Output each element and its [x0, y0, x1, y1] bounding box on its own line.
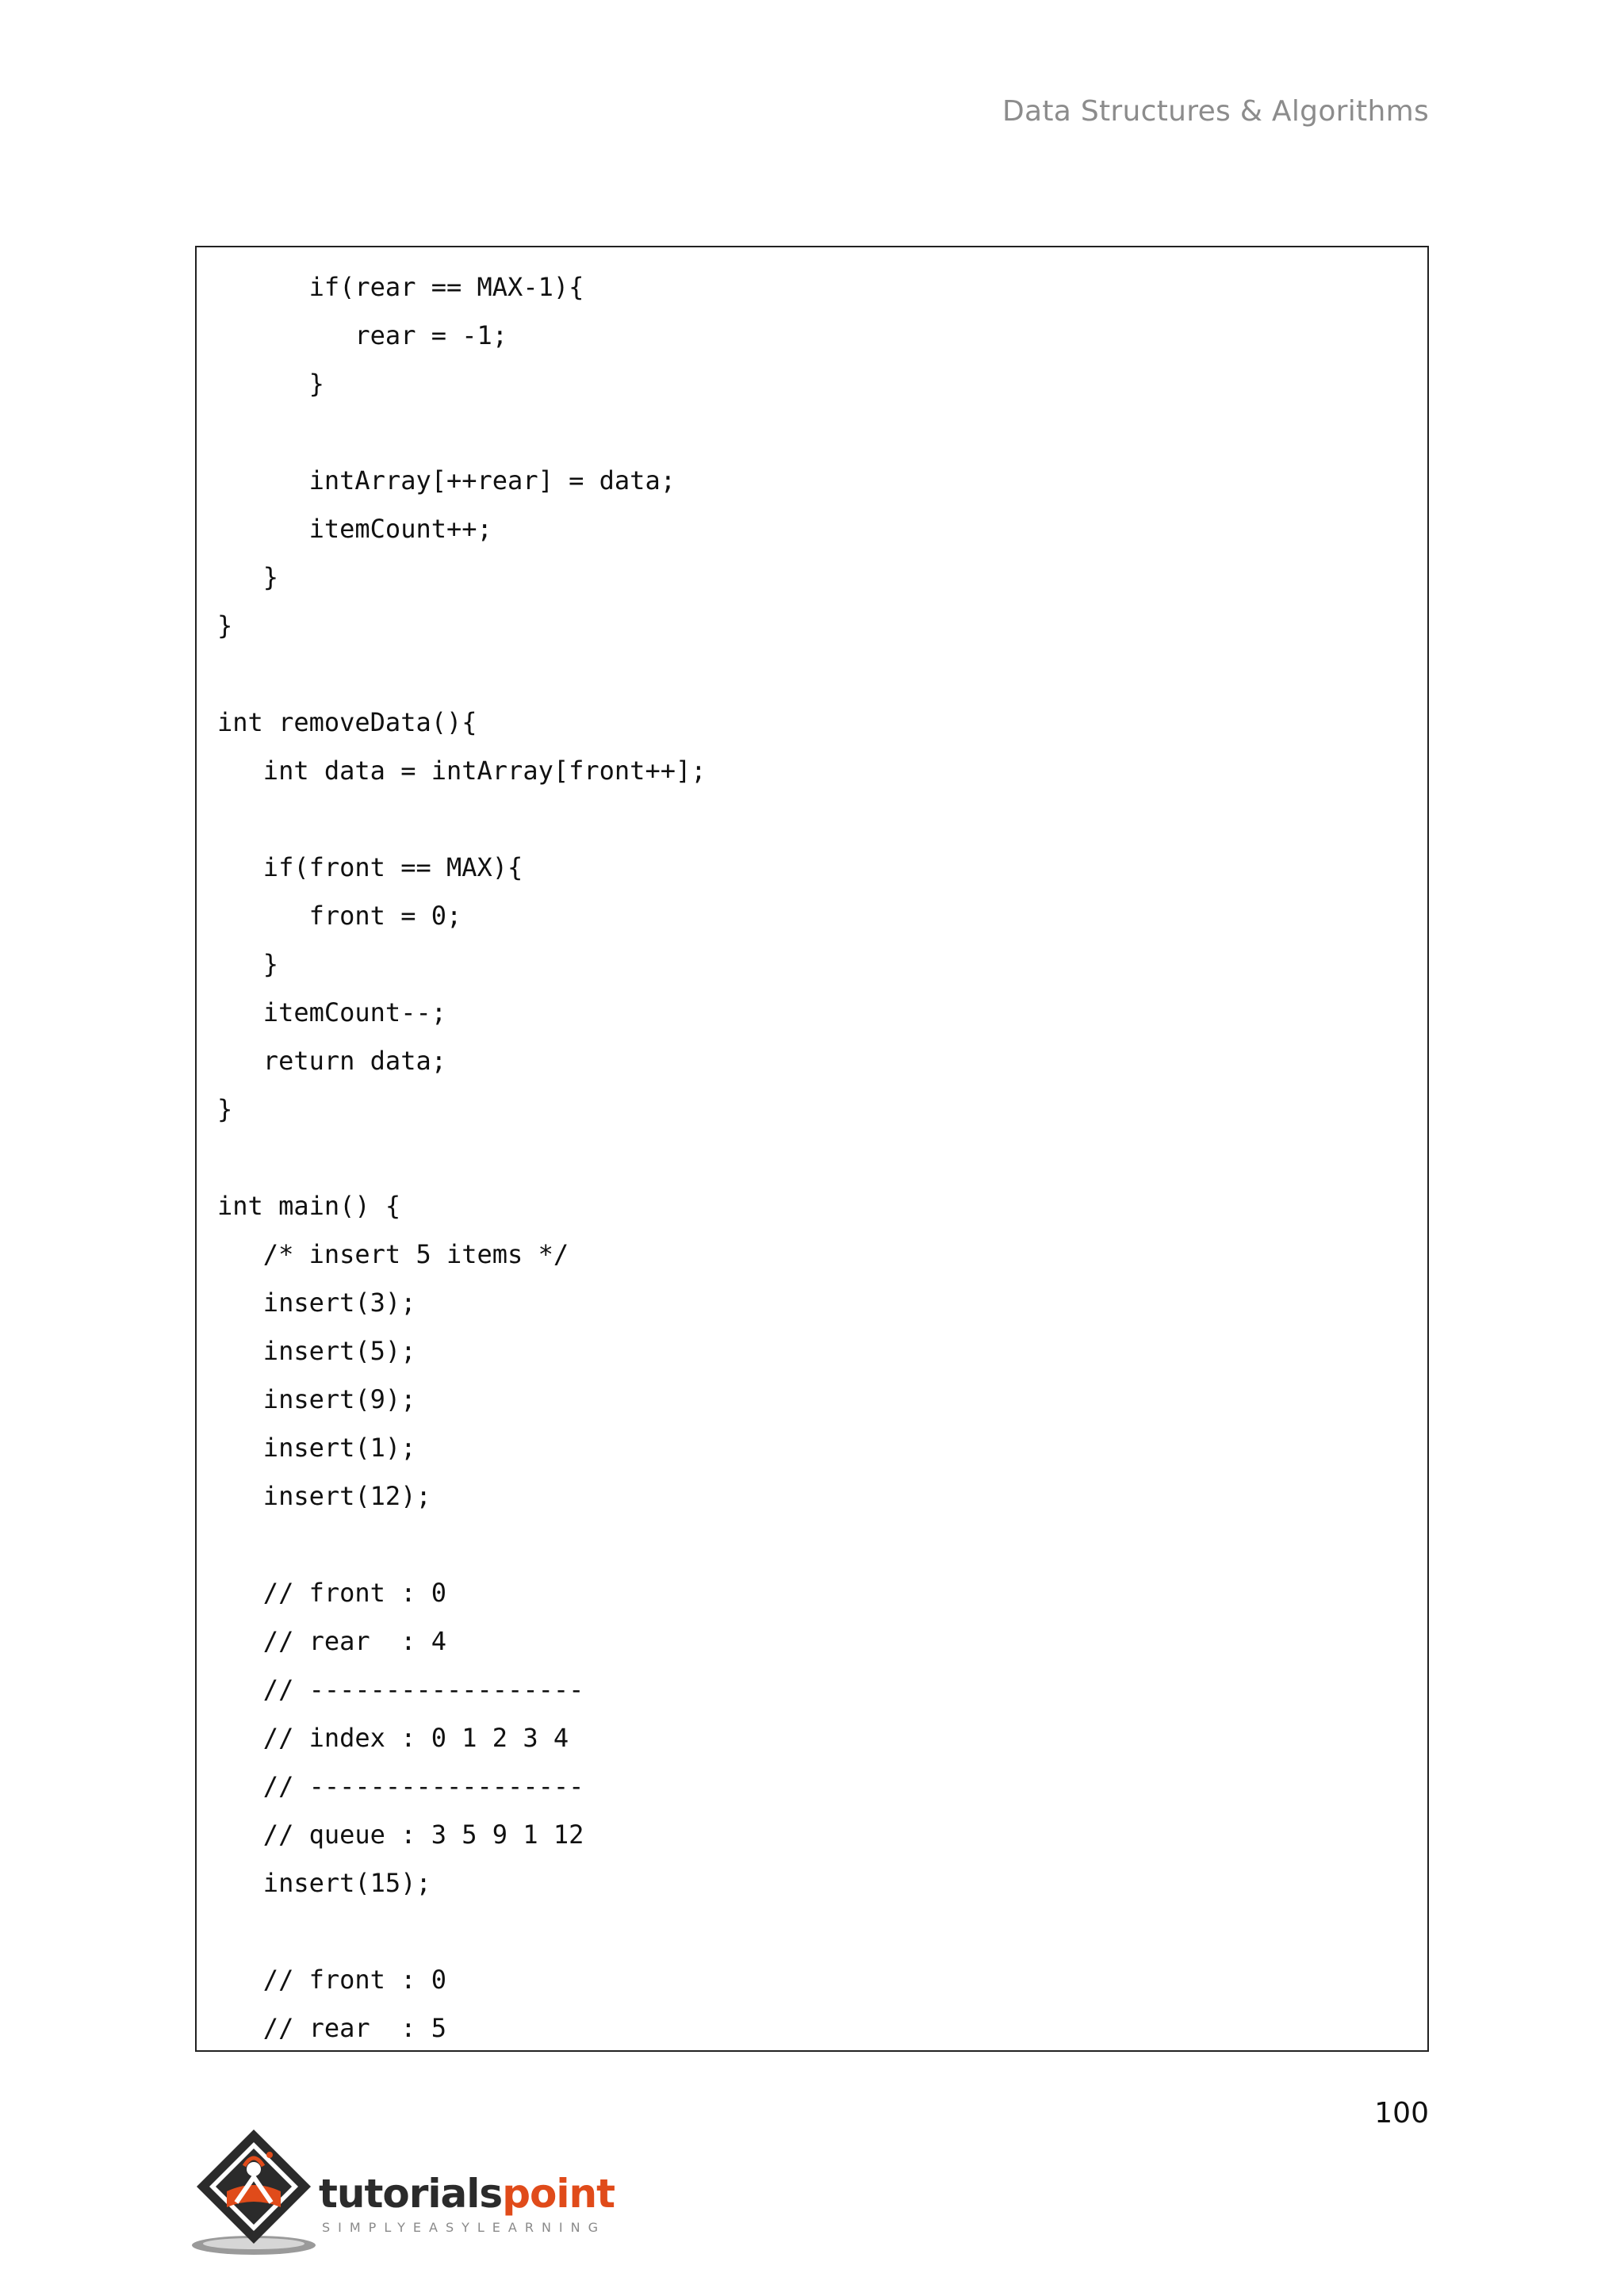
- code-line: // ------------------: [217, 1771, 584, 1801]
- code-line: [217, 408, 1411, 457]
- code-line: /* insert 5 items */: [217, 1239, 569, 1269]
- code-line: insert(9);: [217, 1384, 416, 1414]
- page-number: 100: [1374, 2097, 1429, 2130]
- logo-word-tutorials: tutorials: [319, 2171, 503, 2217]
- code-line: insert(15);: [217, 1868, 431, 1898]
- code-line: itemCount--;: [217, 997, 446, 1027]
- code-line: rear = -1;: [217, 320, 508, 350]
- code-line: int removeData(){: [217, 707, 477, 737]
- code-block: [195, 246, 1429, 2052]
- code-line: front = 0;: [217, 901, 462, 931]
- tutorialspoint-logo: [190, 2125, 634, 2267]
- code-line: // ------------------: [217, 1674, 584, 1705]
- code-line: // rear : 4: [217, 1626, 446, 1656]
- code-line: int data = intArray[front++];: [217, 756, 707, 786]
- code-line: [217, 1521, 1411, 1569]
- code-line: }: [217, 610, 233, 641]
- code-line: }: [217, 562, 279, 592]
- code-line: insert(12);: [217, 1481, 431, 1511]
- code-line: if(front == MAX){: [217, 852, 523, 882]
- logo-mark-icon: [190, 2125, 325, 2260]
- code-line: [217, 795, 1411, 844]
- code-line: }: [217, 369, 324, 399]
- code-line: // rear : 5: [217, 2013, 446, 2043]
- logo-word-point: point: [502, 2171, 615, 2217]
- code-line: // index : 0 1 2 3 4: [217, 1723, 569, 1753]
- logo-tagline: SIMPLYEASYLEARNING: [322, 2220, 607, 2235]
- code-line: // queue : 3 5 9 1 12: [217, 1820, 584, 1850]
- code-line: insert(1);: [217, 1433, 416, 1463]
- code-line: insert(5);: [217, 1336, 416, 1366]
- logo-wordmark: [319, 2171, 615, 2217]
- page-header-title: Data Structures & Algorithms: [1002, 95, 1429, 128]
- code-line: }: [217, 1094, 233, 1124]
- code-lines: [217, 263, 1411, 2052]
- code-line: // front : 0: [217, 1965, 446, 1995]
- code-line: }: [217, 949, 279, 979]
- code-line: intArray[++rear] = data;: [217, 465, 676, 496]
- code-line: return data;: [217, 1046, 446, 1076]
- code-line: [217, 650, 1411, 698]
- code-line: insert(3);: [217, 1288, 416, 1318]
- code-line: if(rear == MAX-1){: [217, 272, 584, 302]
- code-line: // front : 0: [217, 1578, 446, 1608]
- code-line: int main() {: [217, 1191, 401, 1221]
- code-line: itemCount++;: [217, 514, 492, 544]
- code-line: [217, 1134, 1411, 1182]
- code-line: [217, 1908, 1411, 1956]
